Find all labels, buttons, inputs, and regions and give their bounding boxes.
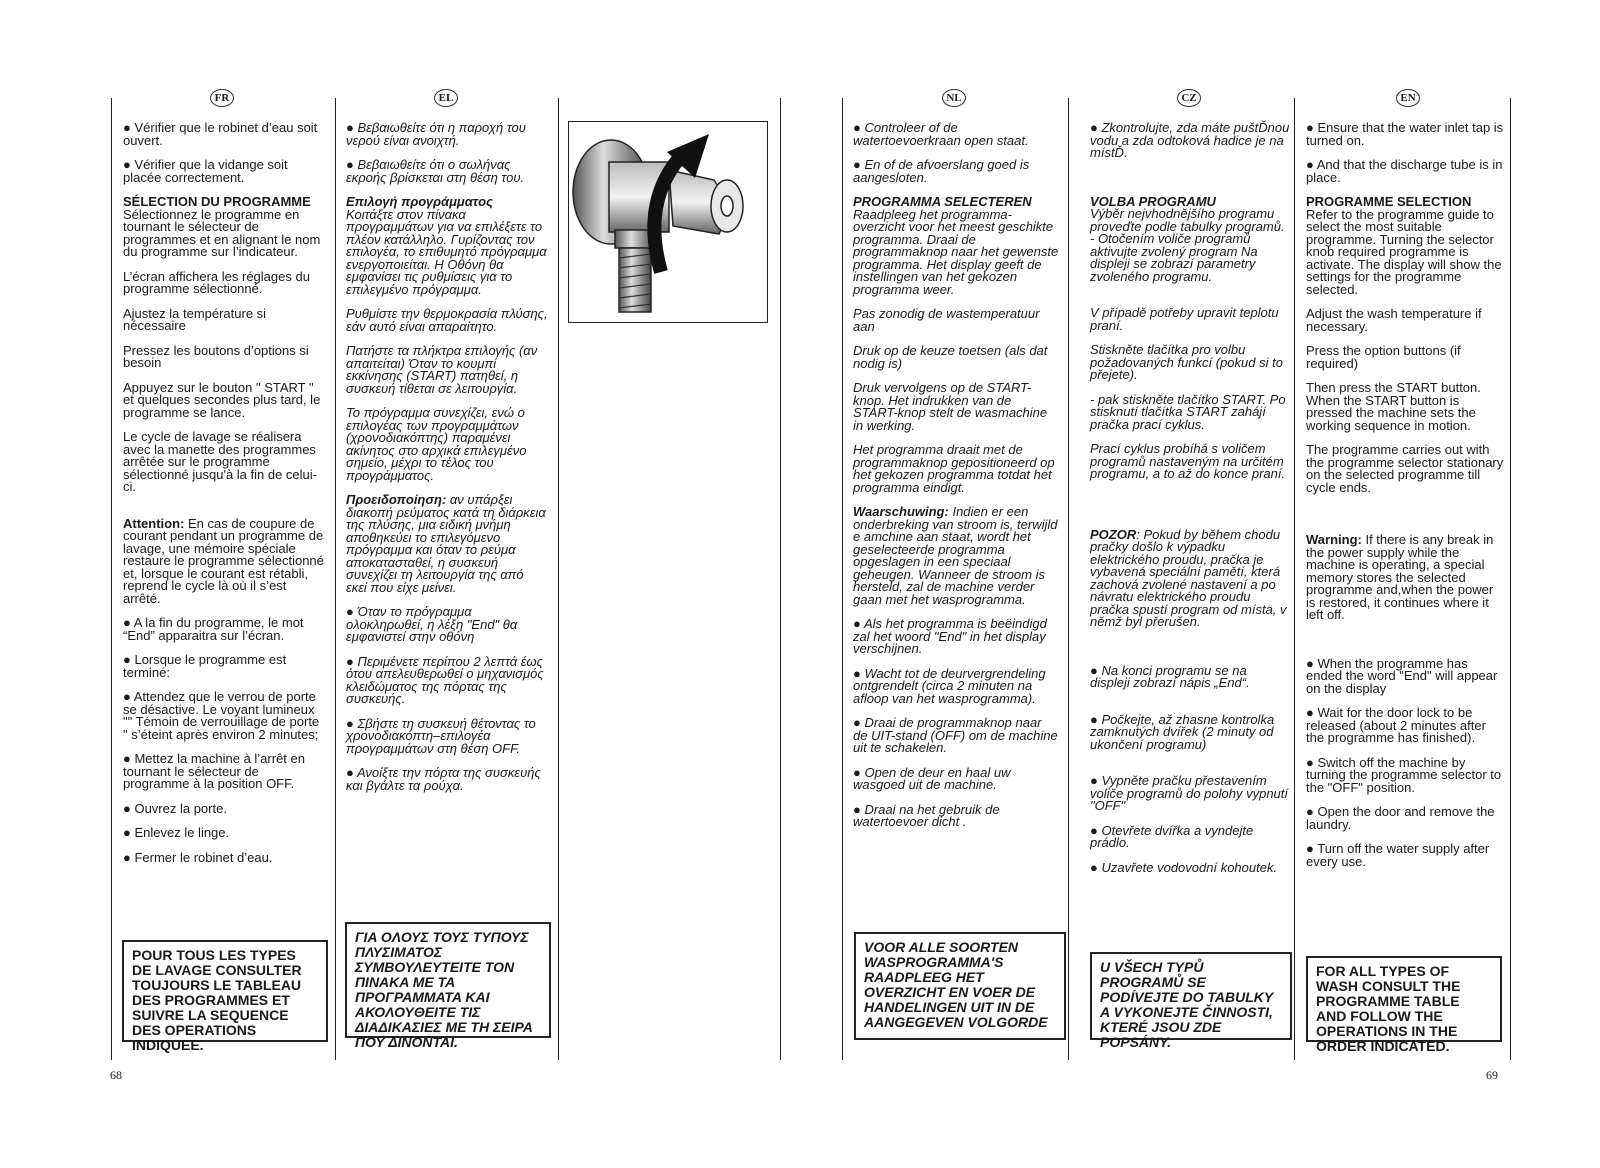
cz-cycle-note: Prací cyklus probíhá s voličem programů nastaveným na určitém programu, a to až do konce praní. bbox=[1090, 441, 1286, 481]
nl-start-note: Druk vervolgens op de START-knop. Het indrukken van de START-knop stelt de wasmachine in werking. bbox=[853, 380, 1048, 433]
cz-open-door-note: ● Otevřete dvířka a vyndejte prádlo. bbox=[1090, 822, 1254, 850]
el-options-note: Πατήστε τα πλήκτρα επιλογής (αν απαιτείται) Όταν το κουμπί εκκίνησης (START) πατηθεί, η συσκευή τίθεται σε λειτουργία. bbox=[346, 343, 538, 396]
nl-options-note: Druk op de keuze toetsen (als dat nodig is) bbox=[853, 343, 1048, 371]
cz-door-lock-note: ● Počkejte, až zhasne kontrolka zamknutých dvířek (2 minuty od ukončení programu) bbox=[1090, 711, 1275, 752]
nl-door-lock-note: ● Wacht tot de deurvergrendeling ontgrendelt (circa 2 minuten na afloop van het wasprogramma). bbox=[853, 665, 1046, 706]
en-end-note: ● When the programme has ended the word "End" will appear on the display bbox=[1306, 655, 1498, 696]
cz-check-tap: ● Zkontrolujte, zda máte puštĎnou vodu a zda odtoková hadice je na místĎ. bbox=[1090, 120, 1290, 160]
lang-badge-en: EN bbox=[1396, 89, 1420, 107]
fr-display-note: L’écran affichera les réglages du programme sélectionné. bbox=[123, 268, 310, 296]
water-tap-illustration bbox=[568, 121, 768, 323]
el-attention-label: Προειδοποίηση: bbox=[346, 492, 447, 507]
fr-switch-off-note: ● Mettez la machine à l’arrêt en tournant le sélecteur de programme à la position OFF. bbox=[123, 751, 305, 791]
fr-attention-body: En cas de coupure de courant pendant un programme de lavage, une mémoire spéciale restaure le programme sélectionné et, lorsque le courant est rétabli, reprend le cycle là où il s’est arrêté. bbox=[123, 515, 324, 606]
column-cz bbox=[1090, 122, 1290, 886]
en-door-lock-note: ● Wait for the door lock to be released (about 2 minutes after the programme has finished). bbox=[1306, 705, 1486, 745]
en-close-tap-note: ● Turn off the water supply after every use. bbox=[1306, 841, 1490, 869]
page-number-left: 68 bbox=[110, 1068, 122, 1082]
column-fr bbox=[123, 122, 327, 876]
fr-selection-section bbox=[123, 196, 327, 259]
el-selection-section bbox=[346, 196, 548, 296]
nl-selection-section bbox=[853, 196, 1059, 296]
el-selection-body: Κοιτάξτε στον πίνακα προγραμμάτων για να επιλέξετε το πλέον κατάλληλο. Γυρίζοντας τον επιλογέα, το επιθυμητό πρόγραμμα ενεργοποιείται. Η Οθόνη θα εμφανίσει τις ρυθμίσεις για το επιλεγμένο πρόγραμμα. bbox=[346, 206, 547, 297]
en-selection-title: PROGRAMME SELECTION bbox=[1306, 194, 1472, 209]
cz-attention-note bbox=[1090, 526, 1290, 629]
en-switch-off-note: ● Switch off the machine by turning the programme selector to the "OFF" position. bbox=[1306, 754, 1502, 795]
cz-close-tap-note: ● Uzavřete vodovodní kohoutek. bbox=[1090, 859, 1278, 875]
nl-temperature-note: Pas zonodig de wastemperatuur aan bbox=[853, 306, 1040, 334]
water-tap-icon bbox=[569, 122, 767, 322]
en-check-tap: ● Ensure that the water inlet tap is turned on. bbox=[1306, 120, 1504, 148]
nl-attention-note bbox=[853, 506, 1059, 606]
column-en bbox=[1306, 122, 1506, 880]
column-nl bbox=[853, 122, 1059, 841]
nl-end-note: ● Als het programma is beëindigd zal het woord "End" in het display verschijnen. bbox=[853, 616, 1047, 656]
en-attention-note bbox=[1306, 534, 1506, 622]
nl-check-tap: ● Controleer of de watertoevoerkraan open staat. bbox=[853, 120, 1029, 148]
fr-finished-note: ● Lorsque le programme est terminé: bbox=[123, 652, 287, 680]
cz-selection-title: VOLBA PROGRAMU bbox=[1090, 193, 1216, 209]
en-warning-box: FOR ALL TYPES OF WASH CONSULT THE PROGRAMME TABLE AND FOLLOW THE OPERATIONS IN THE ORDER INDICATED. bbox=[1306, 956, 1502, 1042]
el-check-tap: ● Βεβαιωθείτε ότι η παροχή του νερού είναι ανοιχτή. bbox=[346, 120, 526, 148]
left-page-outer-rule bbox=[111, 98, 112, 1060]
nl-attention-body: Indien er een onderbreking van stroom is, terwijld e amchine aan staat, wordt het geselecteerde programma opgeslagen in een speciaal geheugen. Wanneer de stroom is hersteld, zal de machine verder gaan met het wasprogramma. bbox=[853, 504, 1058, 607]
lang-badge-cz: CZ bbox=[1177, 89, 1201, 107]
el-switch-off-note: ● Σβήστε τη συσκευή θέτοντας το χρονοδιακόπτη–επιλογέα προγραμμάτων στη θέση OFF. bbox=[346, 715, 536, 756]
lang-badge-el: EL bbox=[434, 89, 458, 107]
cz-attention-label: POZOR bbox=[1090, 526, 1137, 542]
fr-selection-title: SÉLECTION DU PROGRAMME bbox=[123, 194, 311, 209]
el-cycle-note: Το πρόγραμμα συνεχίζει, ενώ ο επιλογέας των προγραμμάτων (χρονοδιακόπτης) παραμένει ακίνητος στο αρχικά επιλεγμένο σημείο, μέχρι το τέλος του προγράμματος. bbox=[346, 405, 527, 483]
el-attention-note bbox=[346, 494, 548, 594]
fr-attention-label: Attention: bbox=[123, 515, 185, 531]
left-page-inner-rule bbox=[780, 98, 781, 1060]
lang-badge-nl: NL bbox=[942, 89, 966, 107]
el-temperature-note: Ρυθμίστε την θερμοκρασία πλύσης, εάν αυτό είναι απαραίτητο. bbox=[346, 306, 548, 334]
el-attention-body: αν υπάρξει διακοπή ρεύματος κατά τη διάρκεια της πλύσης, μια ειδική μνήμη αποθηκεύει το επιλεγόμενο πρόγραμμα και όταν το ρεύμα αποκατασταθεί, η συσκευή συνεχίζει τη λειτουργία της από εκεί που είχε μείνει. bbox=[346, 492, 546, 595]
cz-temperature-note: V případě potřeby upravit teplotu praní. bbox=[1090, 305, 1279, 333]
en-cycle-note: The programme carries out with the programme selector stationary on the selected programme till cycle ends. bbox=[1306, 442, 1504, 495]
fr-cycle-note: Le cycle de lavage se réalisera avec la manette des programmes arrêtée sur le programme sélectionné jusqu'à la fin de celui-ci. bbox=[123, 429, 317, 494]
fr-open-door-note: ● Ouvrez la porte. bbox=[123, 800, 227, 816]
en-selection-body: Refer to the programme guide to select the most suitable programme. Turning the selector knob required programme is activate. The display will show the settings for the programme selected. bbox=[1306, 206, 1502, 297]
nl-check-drain: ● En of de afvoerslang goed is aangesloten. bbox=[853, 157, 1030, 185]
column-divider-nl-cz bbox=[1068, 98, 1069, 1060]
column-divider-cz-en bbox=[1294, 98, 1295, 1060]
en-options-note: Press the option buttons (if required) bbox=[1306, 343, 1461, 371]
page-number-right: 69 bbox=[1486, 1068, 1498, 1082]
fr-check-drain: ● Vérifier que la vidange soit placée correctement. bbox=[123, 157, 288, 185]
fr-end-note: ● A la fin du programme, le mot “End” apparaitra sur l’écran. bbox=[123, 615, 304, 643]
fr-check-tap: ● Vérifier que le robinet d’eau soit ouvert. bbox=[123, 120, 318, 148]
right-page-outer-rule bbox=[1510, 98, 1511, 1060]
nl-cycle-note: Het programma draait met de programmaknop gepositioneerd op het gekozen programma totdat het programma eindigt. bbox=[853, 442, 1055, 495]
lang-badge-fr: FR bbox=[210, 89, 234, 107]
nl-selection-body: Raadpleeg het programma-overzicht voor het meest geschikte programma. Draai de programmaknop naar het gewenste programma. Het display geeft de instellingen van het gekozen programma weer. bbox=[853, 206, 1059, 297]
en-start-note: Then press the START button. When the START button is pressed the machine sets the working sequence in motion. bbox=[1306, 380, 1481, 433]
el-warning-box: ΓΙΑ ΟΛΟΥΣ ΤΟΥΣ ΤΥΠΟΥΣ ΠΛΥΣΙΜΑΤΟΣ ΣΥΜΒΟΥΛΕΥΤΕΙΤΕ ΤΟΝ ΠΙΝΑΚΑ ΜΕ ΤΑ ΠΡΟΓΡΑΜΜΑΤΑ ΚΑΙ ΑΚΟΛΟΥΘΕΙΤΕ ΤΙΣ ΔΙΑΔΙΚΑΣΙΕΣ ΜΕ ΤΗ ΣΕΙΡΑ ΠΟΥ ΔΙΝΟΝΤΑΙ. bbox=[345, 922, 551, 1038]
en-open-door-note: ● Open the door and remove the laundry. bbox=[1306, 804, 1495, 832]
cz-attention-body: : Pokud by během chodu pračky došlo k výpadku elektrického proudu, pračka je vybavená speciální pamětí, která zachová zvolené nastavení a po návratu elektrického proudu pračka spustí program od místa, v němž byl přerušen. bbox=[1090, 526, 1287, 629]
column-divider-fr-el bbox=[335, 98, 336, 1060]
cz-options-note: Stiskněte tlačítka pro volbu požadovaných funkcí (pokud si to přejete). bbox=[1090, 342, 1283, 382]
cz-start-note: - pak stiskněte tlačítko START. Po stisknutí tlačítka START zahájí pračka prací cyklus. bbox=[1090, 391, 1286, 432]
en-check-drain: ● And that the discharge tube is in place. bbox=[1306, 157, 1503, 185]
cz-switch-off-note: ● Vypněte pračku přestavením voliče programů do polohy vypnutí "OFF" bbox=[1090, 773, 1289, 813]
el-door-lock-note: ● Περιμένετε περίπου 2 λεπτά έως ότου απελευθερωθεί ο μηχανισμός κλειδώματος της πόρτας της συσκευής. bbox=[346, 653, 544, 706]
cz-end-note: ● Na konci programu se na displeji zobrazí nápis „End“. bbox=[1090, 662, 1250, 690]
en-selection-section bbox=[1306, 196, 1506, 296]
en-attention-body: If there is any break in the power supply while the machine is operating, a special memory stores the selected programme and,when the power is restored, it continues where it left off. bbox=[1306, 532, 1494, 622]
el-selection-title: Επιλογή προγράμματος bbox=[346, 194, 493, 209]
en-attention-label: Warning: bbox=[1306, 532, 1362, 547]
fr-selection-body: Sélectionnez le programme en tournant le sélecteur de programmes et en alignant le nom du programme sur l’indicateur. bbox=[123, 206, 321, 259]
fr-options-note: Pressez les boutons d’options si besoin bbox=[123, 342, 309, 370]
right-page-inner-rule bbox=[842, 98, 843, 1060]
nl-warning-box: VOOR ALLE SOORTEN WASPROGRAMMA'S RAADPLEEG HET OVERZICHT EN VOER DE HANDELINGEN UIT IN DE AANGEGEVEN VOLGORDE bbox=[854, 932, 1066, 1040]
cz-selection-section bbox=[1090, 193, 1290, 284]
fr-door-lock-note: ● Attendez que le verrou de porte se désactive. Le voyant lumineux "" Témoin de verrouillage de porte " s’éteint après environ 2 minutes; bbox=[123, 689, 320, 742]
fr-close-tap-note: ● Fermer le robinet d’eau. bbox=[123, 849, 273, 865]
fr-start-note: Appuyez sur le bouton " START " et quelques secondes plus tard, le programme se lance. bbox=[123, 379, 321, 420]
fr-attention-note bbox=[123, 515, 327, 606]
cz-selection-body: Výběr nejvhodnějšího programu proveďte podle tabulky programů. - Otočením voliče programů aktivujte zvolený program Na displeji se zobrazí parametry zvoleného programu. bbox=[1090, 206, 1285, 284]
cz-warning-box: U VŠECH TYPŮ PROGRAMŮ SE PODÍVEJTE DO TABULKY A VYKONEJTE ČINNOSTI, KTERÉ JSOU ZDE POPSÁNY. bbox=[1090, 952, 1292, 1040]
column-divider-el-image bbox=[558, 98, 559, 1060]
fr-temperature-note: Ajustez la température si nécessaire bbox=[123, 305, 267, 333]
nl-selection-title: PROGRAMMA SELECTEREN bbox=[853, 194, 1032, 209]
fr-warning-box: POUR TOUS LES TYPES DE LAVAGE CONSULTER TOUJOURS LE TABLEAU DES PROGRAMMES ET SUIVRE LA SEQUENCE DES OPERATIONS INDIQUEE. bbox=[122, 940, 328, 1042]
el-open-door-note: ● Ανοίξτε την πόρτα της συσκευής και βγάλτε τα ρούχα. bbox=[346, 765, 541, 793]
en-temperature-note: Adjust the wash temperature if necessary. bbox=[1306, 306, 1482, 334]
nl-attention-label: Waarschuwing: bbox=[853, 504, 949, 519]
column-el bbox=[346, 122, 548, 804]
nl-open-door-note: ● Open de deur en haal uw wasgoed uit de machine. bbox=[853, 764, 1011, 792]
nl-close-tap-note: ● Draai na het gebruik de watertoevoer dicht . bbox=[853, 801, 1000, 829]
el-check-drain: ● Βεβαιωθείτε ότι ο σωλήνας εκροής βρίσκεται στη θέση του. bbox=[346, 157, 525, 185]
fr-remove-laundry-note: ● Enlevez le linge. bbox=[123, 825, 230, 840]
nl-switch-off-note: ● Draai de programmaknop naar de UIT-stand (OFF) om de machine uit te schakelen. bbox=[853, 715, 1058, 755]
el-end-note: ● Όταν το πρόγραμμα ολοκληρωθεί, η λέξη "End" θα εμφανιστεί στην οθόνη bbox=[346, 604, 518, 644]
